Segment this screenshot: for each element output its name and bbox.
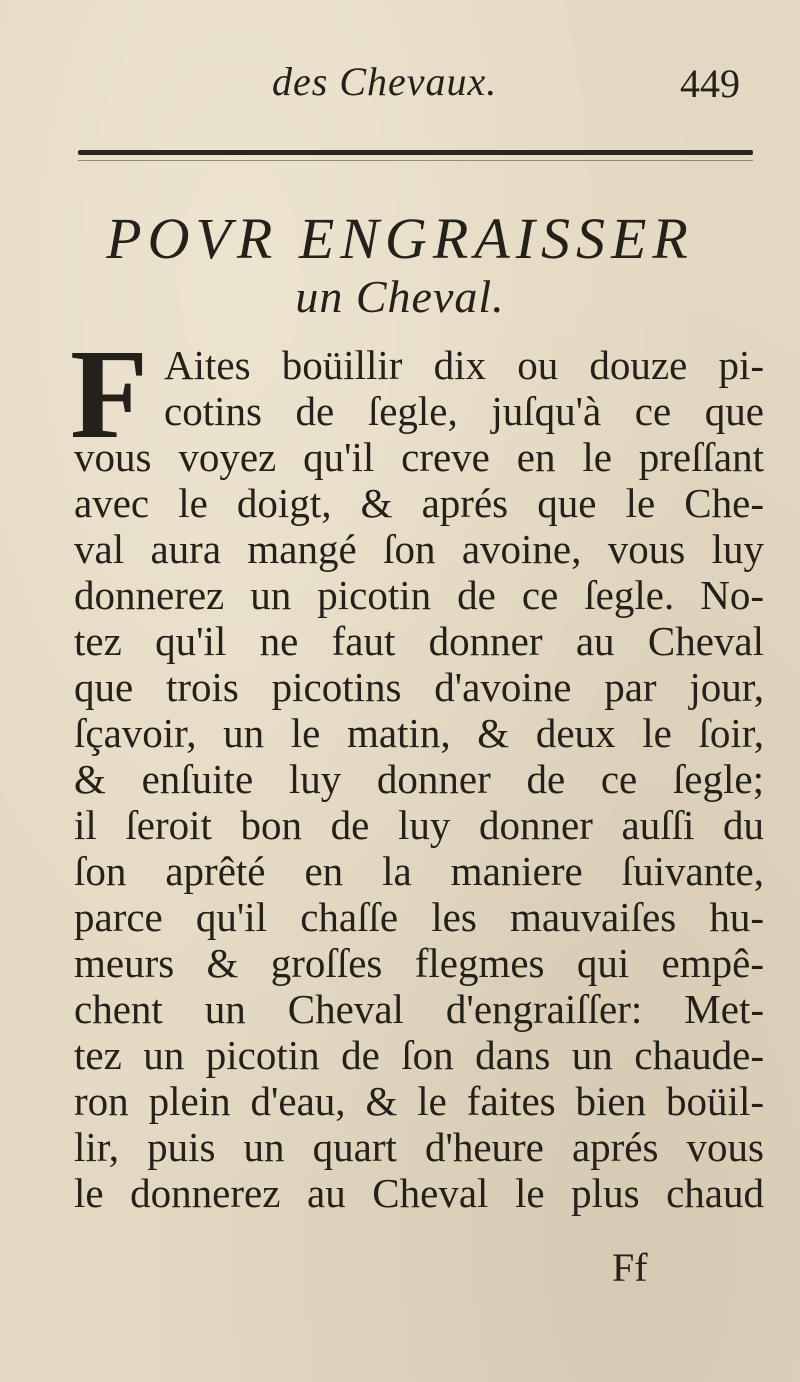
text-line: donnerez un picotin de ce ſegle. No- <box>74 572 764 618</box>
text-line: il ſeroit bon de luy donner auſſi du <box>74 802 764 848</box>
catchword: Ff <box>612 1245 648 1290</box>
chapter-title: POVR ENGRAISSER <box>106 206 694 271</box>
text-line: & enſuite luy donner de ce ſegle; <box>74 756 764 802</box>
chapter-subtitle: un Cheval. <box>295 271 505 322</box>
running-title: des Chevaux. <box>272 59 498 104</box>
drop-cap: F <box>70 323 149 465</box>
text-line: tez un picotin de ſon dans un chaude- <box>74 1032 764 1078</box>
text-line: val aura mangé ſon avoine, vous luy <box>74 526 764 572</box>
page-number: 449 <box>680 61 740 106</box>
text-line: lir, puis un quart d'heure aprés vous <box>74 1124 764 1170</box>
text-line: le donnerez au Cheval le plus chaud <box>74 1170 764 1216</box>
text-line: ſon aprêté en la maniere ſuivante, <box>74 848 764 894</box>
text-line: que trois picotins d'avoine par jour, <box>74 664 764 710</box>
header-rule <box>78 150 753 155</box>
text-line: vous voyez qu'il creve en le preſſant <box>74 434 764 480</box>
text-line: Aites boüillir dix ou douze pi- <box>164 342 764 388</box>
text-line: ſçavoir, un le matin, & deux le ſoir, <box>74 710 764 756</box>
text-line: tez qu'il ne faut donner au Cheval <box>74 618 764 664</box>
text-line: cotins de ſegle, juſqu'à ce que <box>164 388 764 434</box>
text-line: avec le doigt, & aprés que le Che- <box>74 480 764 526</box>
text-line: parce qu'il chaſſe les mauvaiſes hu- <box>74 894 764 940</box>
running-head <box>0 58 800 108</box>
text-line: chent un Cheval d'engraiſſer: Met- <box>74 986 764 1032</box>
text-line: ron plein d'eau, & le faites bien boüil- <box>74 1078 764 1124</box>
text-line: meurs & groſſes flegmes qui empê- <box>74 940 764 986</box>
header-rule-fine <box>78 160 753 161</box>
